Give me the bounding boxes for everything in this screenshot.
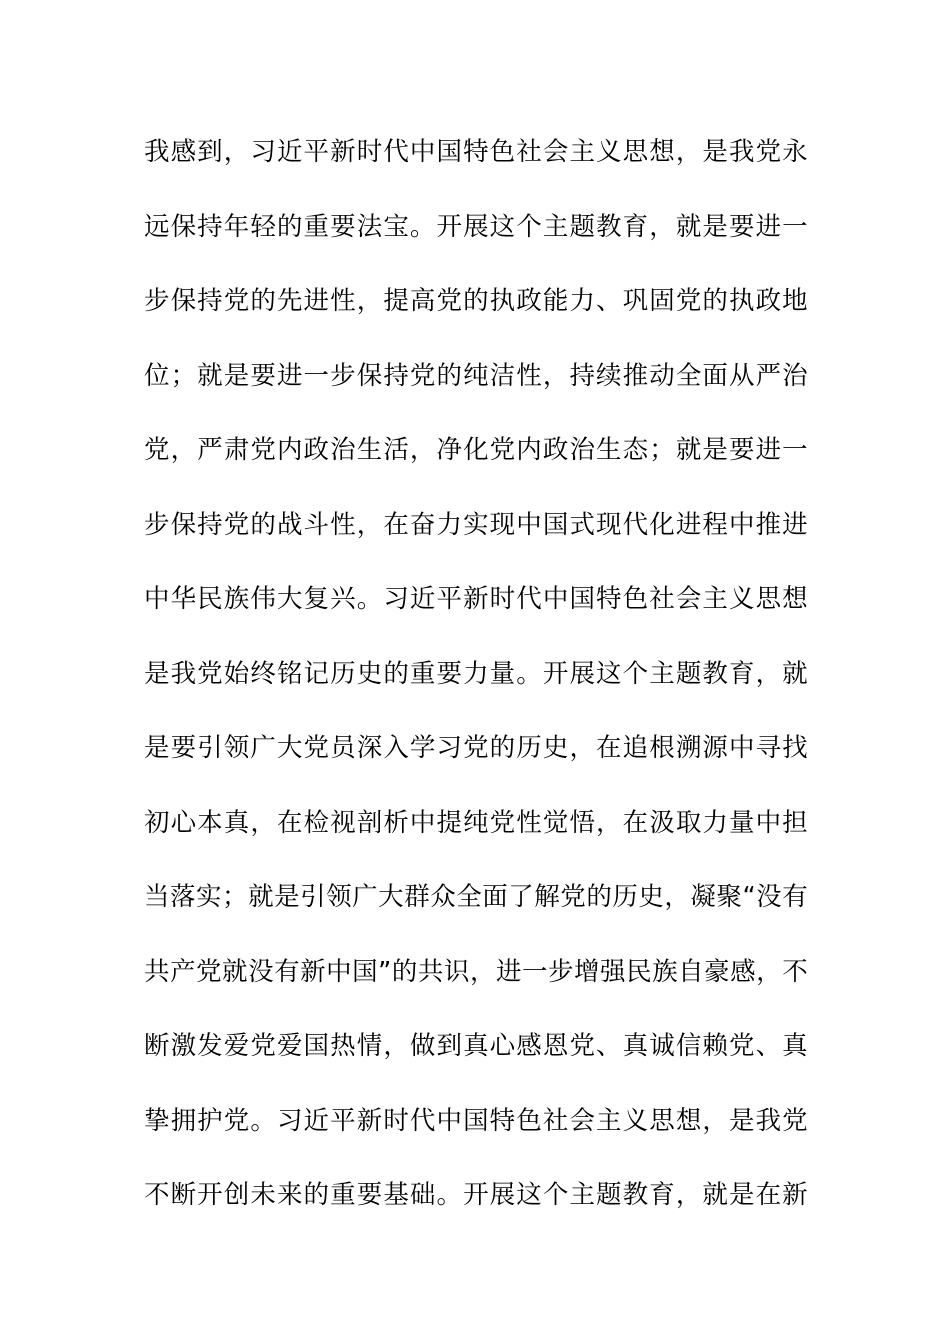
text-line-3: 步保持党的先进性，提高党的执政能力、巩固党的执政地 [144,286,808,316]
text-line-11: 当落实；就是引领广大群众全面了解党的历史，凝聚“没有 [144,882,808,912]
text-line-8: 是我党始终铭记历史的重要力量。开展这个主题教育，就 [144,658,808,689]
text-line-7: 中华民族伟大复兴。习近平新时代中国特色社会主义思想 [144,584,808,614]
text-line-13: 断激发爱党爱国热情，做到真心感恩党、真诚信赖党、真 [144,1031,808,1061]
text-line-1: 我感到，习近平新时代中国特色社会主义思想，是我党永 [144,137,808,167]
body-paragraph [144,128,808,1246]
text-line-12: 共产党就没有新中国”的共识，进一步增强民族自豪感，不 [144,956,808,987]
text-line-4: 位；就是要进一步保持党的纯洁性，持续推动全面从严治 [144,360,808,391]
text-line-6: 步保持党的战斗性，在奋力实现中国式现代化进程中推进 [144,509,808,540]
text-line-10: 初心本真，在检视剖析中提纯党性觉悟，在汲取力量中担 [144,807,808,838]
text-line-5: 党，严肃党内政治生活，净化党内政治生态；就是要进一 [144,435,808,465]
text-line-2: 远保持年轻的重要法宝。开展这个主题教育，就是要进一 [144,211,808,242]
text-line-14: 挚拥护党。习近平新时代中国特色社会主义思想，是我党 [144,1105,808,1136]
text-line-15: 不断开创未来的重要基础。开展这个主题教育，就是在新 [144,1180,808,1210]
text-line-9: 是要引领广大党员深入学习党的历史，在追根溯源中寻找 [144,733,808,763]
